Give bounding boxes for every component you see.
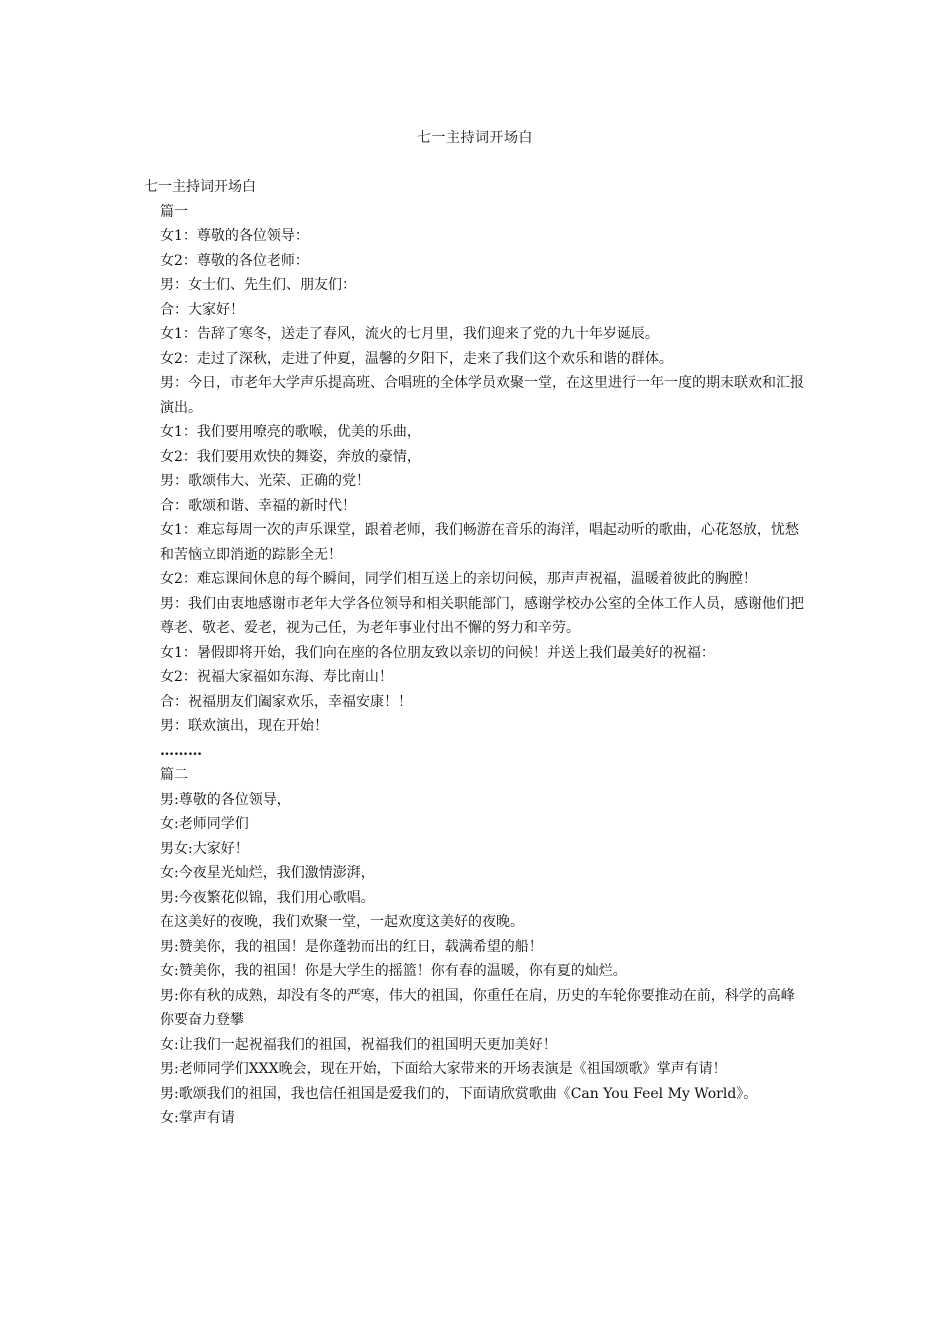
script-line: 女2：我们要用欢快的舞姿，奔放的豪情，: [160, 448, 421, 465]
page-title: 七一主持词开场白: [417, 130, 533, 146]
ellipsis-separator: ………: [160, 742, 202, 759]
script-line: 男：女士们、先生们、朋友们：: [160, 277, 356, 293]
script-line: 女2：走过了深秋，走进了仲夏，温馨的夕阳下，走来了我们这个欢乐和谐的群体。: [160, 350, 673, 367]
script-line: 男:赞美你，我的祖国！是你蓬勃而出的红日，载满希望的船！: [160, 938, 543, 955]
script-line: 女2：难忘课间休息的每个瞬间，同学们相互送上的亲切问候，那声声祝福，温暖着彼此的胸膛！: [160, 571, 757, 587]
section-label: 篇一: [160, 203, 188, 220]
script-line: 女:老师同学们: [160, 816, 249, 832]
script-line: 男:今夜繁花似锦，我们用心歌唱。: [160, 889, 375, 906]
script-line: 女1：我们要用嘹亮的歌喉，优美的乐曲，: [160, 424, 421, 440]
script-line: 在这美好的夜晚，我们欢聚一堂，一起欢度这美好的夜晚。: [160, 914, 524, 930]
script-line: 女1：暑假即将开始，我们向在座的各位朋友致以亲切的问候！并送上我们最美好的祝福：: [160, 644, 715, 661]
script-line: 女:让我们一起祝福我们的祖国，祝福我们的祖国明天更加美好！: [160, 1036, 557, 1053]
script-line: 女:今夜星光灿烂，我们激情澎湃，: [160, 865, 375, 881]
document-heading: 七一主持词开场白: [144, 179, 256, 195]
script-line: 女:赞美你，我的祖国！你是大学生的摇篮！你有春的温暖，你有夏的灿烂。: [160, 963, 627, 979]
script-line: 男：歌颂伟大、光荣、正确的党！: [160, 473, 370, 489]
script-line: 女2：祝福大家福如东海、寿比南山！: [160, 669, 393, 685]
script-line: 合：祝福朋友们阖家欢乐，幸福安康！！: [160, 693, 412, 710]
script-line: 男:歌颂我们的祖国，我也信任祖国是爱我们的，下面请欣赏歌曲《Can You Feel My World》。: [160, 1085, 758, 1102]
document-body: [144, 175, 804, 1131]
script-line: 男：今日，市老年大学声乐提高班、合唱班的全体学员欢聚一堂，在这里进行一年一度的期末联欢和汇报演出。: [160, 375, 804, 416]
script-line: 女1：告辞了寒冬，送走了春风，流火的七月里，我们迎来了党的九十年岁诞辰。: [160, 326, 659, 342]
script-line: 男：我们由衷地感谢市老年大学各位领导和相关职能部门，感谢学校办公室的全体工作人员，感谢他们把尊老、敬老、爱老，视为己任，为老年事业付出不懈的努力和辛劳。: [160, 595, 804, 636]
script-line: 男女:大家好！: [160, 840, 249, 857]
script-line: 男:尊敬的各位领导，: [160, 791, 291, 808]
section-label: 篇二: [160, 767, 188, 783]
script-line: 女2：尊敬的各位老师：: [160, 252, 309, 269]
script-line: 合：歌颂和谐、幸福的新时代！: [160, 497, 356, 514]
script-line: 男：联欢演出，现在开始！: [160, 718, 328, 734]
script-line: 女1：尊敬的各位领导：: [160, 228, 309, 244]
script-line: 男:你有秋的成熟，却没有冬的严寒，伟大的祖国，你重任在肩，历史的车轮你要推动在前，科学的高峰你要奋力登攀: [160, 987, 795, 1028]
script-line: 女:掌声有请: [160, 1110, 235, 1126]
script-line: 男:老师同学们XXX晚会，现在开始，下面给大家带来的开场表演是《祖国颂歌》掌声有请！: [160, 1061, 727, 1077]
script-line: 女1：难忘每周一次的声乐课堂，跟着老师，我们畅游在音乐的海洋，唱起动听的歌曲，心花怒放，忧愁和苦恼立即消逝的踪影全无！: [160, 522, 799, 563]
script-line: 合：大家好！: [160, 301, 244, 318]
